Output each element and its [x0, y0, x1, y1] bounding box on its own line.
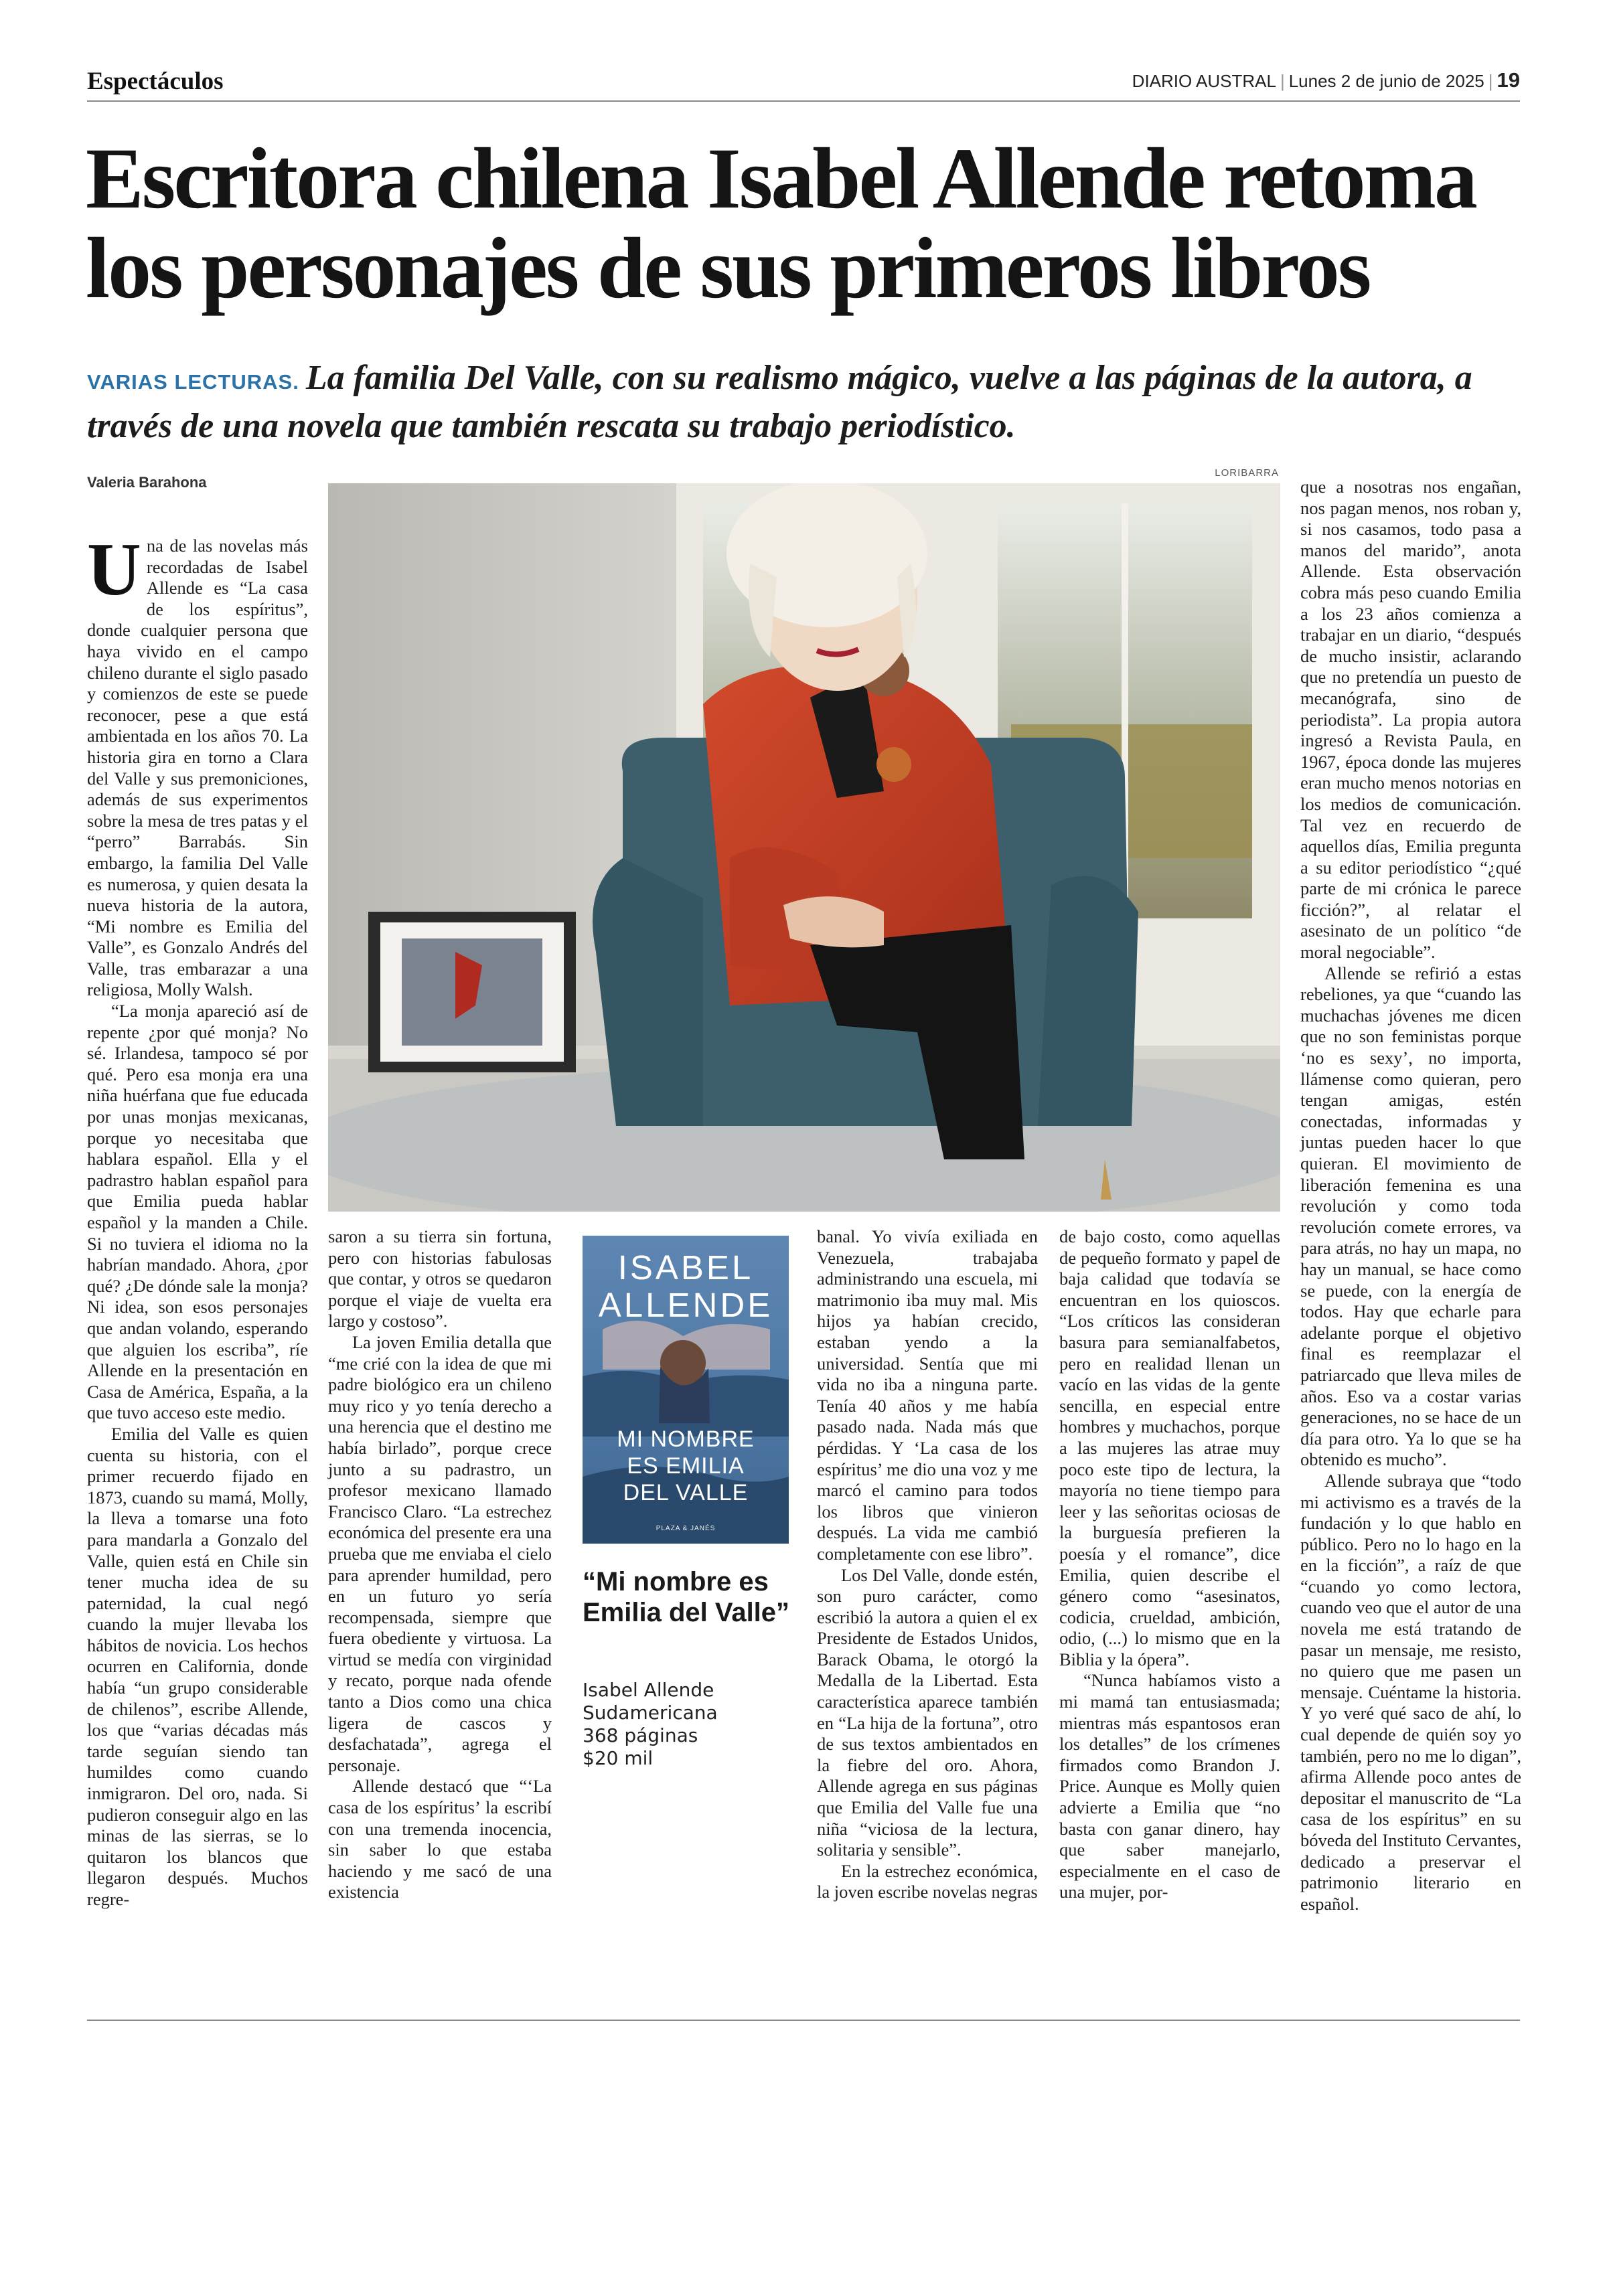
- book-pages: 368 páginas: [583, 1724, 698, 1746]
- paragraph: La joven Emilia detalla que “me crié con la idea de que mi padre biológico era un chileno muy rico y yo tenía derecho a una herencia que el destino me había birlado”, porque crece junto a su padrastro, un profesor mexicano llamado Francisco Claro. “La estrechez económica del presente era una prueba que me enviaba el cielo para aprender humildad, pero en un futuro yo sería recompensada, siempre que fuera obediente y virtuosa. La virtud se medía con virginidad y recato, porque nada ofende tanto a Dios como una chica ligera de cascos y desfachatada”, agrega el personaje.: [328, 1331, 552, 1775]
- section-name: Espectáculos: [87, 68, 224, 95]
- cover-title-line: ES EMILIA: [627, 1453, 745, 1479]
- article-column-3: [817, 1226, 1038, 1903]
- page-number: 19: [1497, 68, 1520, 92]
- paragraph: de bajo costo, como aquellas de pequeño formato y papel de baja calidad que todavía se encuentran en los quioscos. “Los críticos las consideran basura para semianalfabetos, pero en realidad llenan un vacío en las vidas de la gente sencilla, en especial entre hombres y muchachos, porque a las mujeres las atrae muy poco este tipo de lectura, la mayoría no tiene tiempo para leer y las señoritas ociosas de la burguesía prefieren la poesía y el romance”, dice Emilia, quien describe el género como “asesinatos, codicia, crueldad, ambición, odio, (...) lo mismo que en la Biblia y la ópera”.: [1059, 1226, 1280, 1669]
- article-column-1: [87, 528, 308, 1910]
- article-column-2: [328, 1226, 552, 1903]
- paragraph: Allende subraya que “todo mi activismo es a través de la fundación y lo que hablo en público. Pero no lo hago en la en la ficción”, a raíz de que “cuando yo como lectora, cuando veo que el autor de una novela me está tratando de pasar un mensaje, me resisto, no quiero que me pasen un mensaje. Cuéntame la historia. Y yo veré qué saco de ahí, lo cual depende de quién soy yo también, pero no me lo digan”, afirma Allende poco antes de depositar el manuscrito de “La casa de los espíritus” en su bóveda del Instituto Cervantes, dedicado a preservar el patrimonio literario en español.: [1300, 1470, 1521, 1914]
- deck-text: La familia Del Valle, con su realismo mágico, vuelve a las páginas de la autora, a través de una novela que también rescata su trabajo periodístico.: [87, 359, 1472, 445]
- byline: Valeria Barahona: [87, 474, 207, 491]
- paragraph: Allende se refirió a estas rebeliones, ya que “cuando las muchachas jóvenes me dicen que no son feministas porque ‘no es sexy’, no importa, llámense como quieran, pero tengan amigas, estén conectadas, informadas y juntas pueden hacer lo que quieran. El movimiento de liberación femenina es una revolución y como toda revolución comete errores, va para atrás, no hay un mapa, no hay un manual, se hace como se puede, con la energía de todos. Hay que echarle para adelante porque el objetivo final es reemplazar el patriarcado que lleva miles de años. Eso va a costar varias generaciones, no se hace de un día para otro. Ya lo que se ha obtenido es mucho”.: [1300, 963, 1521, 1470]
- paragraph: “Nunca habíamos visto a mi mamá tan entusiasmada; mientras más espantosos eran los detalles” de los crímenes firmados como Brandon J. Price. Aunque es Molly quien advierte a Emilia que “no basta con ganar dinero, hay que saber manejarlo, especialmente en el caso de una mujer, por-: [1059, 1670, 1280, 1902]
- newspaper-name: DIARIO AUSTRAL: [1132, 71, 1276, 91]
- paragraph: [87, 528, 308, 1001]
- issue-date: Lunes 2 de junio de 2025: [1288, 71, 1484, 91]
- cover-title-line: DEL VALLE: [623, 1480, 749, 1505]
- cover-publisher-logo: PLAZA & JANÉS: [656, 1525, 716, 1532]
- paragraph-text: na de las novelas más recordadas de Isabel Allende es “La casa de los espíritus”, donde cualquier persona que haya vivido en el campo chileno durante el siglo pasado y comienzos de este se puede reconocer, pese a que está ambientada en los años 70. La historia gira en torno a Clara del Valle y sus premoniciones, además de sus experimentos sobre la mesa de tres patas y el “perro” Barrabás. Sin embargo, la familia Del Valle es numerosa, y quien desata la nueva historia de la autora, “Mi nombre es Emilia del Valle”, es Gonzalo Andrés del Valle, tras embarazar a una religiosa, Molly Walsh.: [87, 536, 308, 1000]
- book-cover-image: [583, 1236, 789, 1544]
- deck: [87, 356, 1513, 448]
- book-publisher: Sudamericana: [583, 1702, 718, 1724]
- header-divider: [87, 100, 1520, 102]
- headline-line-1: Escritora chilena Isabel Allende retoma: [86, 131, 1476, 227]
- cover-author: [583, 1249, 789, 1324]
- page-header: [87, 67, 1520, 96]
- article-column-5: [1300, 477, 1521, 1914]
- paragraph: “La monja apareció así de repente ¿por qué monja? No sé. Irlandesa, tampoco sé por qué. Pero esa monja era una niña huérfana que fue educada por unas monjas mexicanas, porque yo necesitaba que hablara español. Ella y el padrastro hablan español para que Emilia pueda hablar español y la manden a Chile. Si no tuviera el idioma no la habrían mandado. Ahora, ¿por qué? ¿De dónde sale la monja? Ni idea, son esos personajes que andan volando, esperando que alguien los escriba”, ríe Allende en la presentación en Casa de América, España, a la que tuvo acceso este medio.: [87, 1001, 308, 1423]
- paragraph: En la estrechez económica, la joven escribe novelas negras: [817, 1860, 1038, 1902]
- paragraph: que a nosotras nos engañan, nos pagan menos, nos roban y, si nos casamos, todo pasa a manos del marido”, anota Allende. Esta observación cobra más peso cuando Emilia a los 23 años comienza a trabajar en un diario, “después de mucho insistir, aclarando que no pretendía un puesto de mecanógrafa, sino de periodista”. La propia autora ingresó a Revista Paula, en 1967, época donde las mujeres eran mucho menos notorias en los medios de comunicación. Tal vez en recuerdo de aquellos días, Emilia pregunta a su editor periodístico “¿qué parte de mi crónica le parece ficción?”, al relatar el asesinato de un político “de moral negociable”.: [1300, 477, 1521, 963]
- book-author: Isabel Allende: [583, 1679, 714, 1701]
- cover-book-title: [583, 1426, 789, 1506]
- author-portrait-photo: [328, 483, 1280, 1212]
- paragraph: Allende destacó que “‘La casa de los espíritus’ la escribí con una tremenda inocencia, sin saber lo que estaba haciendo y me sacó de una existencia: [328, 1776, 552, 1902]
- paragraph: Los Del Valle, donde estén, son puro carácter, como escribió la autora a quien el ex Presidente de Estados Unidos, Barack Obama, le otorgó la Medalla de la Libertad. Esta característica aparece también en “La hija de la fortuna”, otro de sus textos ambientados en la fiebre del oro. Ahora, Allende agrega en sus páginas que Emilia del Valle fue una niña “viciosa de la lectura, solitaria y sensible”.: [817, 1564, 1038, 1860]
- article-column-4: [1059, 1226, 1280, 1903]
- paragraph: saron a su tierra sin fortuna, pero con historias fabulosas que contar, y otros se quedaron porque el viaje de vuelta era largo y costoso”.: [328, 1226, 552, 1331]
- paragraph: Emilia del Valle es quien cuenta su historia, con el primer recuerdo fijado en 1873, cuando su mamá, Molly, la lleva a tomarse una foto para mandarla a Gonzalo del Valle, quien está en Chile sin tener mucha idea de su paternidad, la cual negó cuando la mujer llevaba los hábitos de novicia. Los hechos ocurren en California, donde había “un grupo considerable de chilenos”, escribe Allende, los que “varias décadas más tarde seguían siendo tan humildes como cuando inmigraron. Del oro, nada. Si pudieron conseguir algo en las minas de las sierras, se lo quitaron los blancos que llegaron después. Muchos regre-: [87, 1423, 308, 1909]
- cover-author-line: ISABEL: [617, 1248, 754, 1287]
- headline: [86, 131, 1525, 317]
- portrait-illustration: [328, 483, 1280, 1212]
- book-info-details: [583, 1679, 797, 1770]
- footer-divider: [87, 2020, 1520, 2021]
- headline-line-2: los personajes de sus primeros libros: [86, 220, 1370, 317]
- book-info-title: “Mi nombre es Emilia del Valle”: [583, 1567, 790, 1627]
- paragraph: banal. Yo vivía exiliada en Venezuela, trabajaba administrando una escuela, mi matrimonio iba muy mal. Mis hijos ya habían crecido, estaban yendo a la universidad. Sentía que mi vida no iba a ninguna parte. Tenía 40 años y me había pasado nada. Nada más que pérdidas. Y ‘La casa de los espíritus’ me dio una voz y me marcó el camino para todos los libros que vinieron después. La vida me cambió completamente con ese libro”.: [817, 1226, 1038, 1564]
- drop-cap: U: [87, 528, 141, 611]
- cover-author-line: ALLENDE: [598, 1286, 773, 1324]
- kicker: VARIAS LECTURAS.: [87, 370, 299, 394]
- book-price: $20 mil: [583, 1747, 654, 1769]
- folio: DIARIO AUSTRAL | Lunes 2 de junio de 2025 | 19: [1132, 68, 1520, 92]
- cover-title-line: MI NOMBRE: [617, 1426, 755, 1452]
- photo-credit: LORIBARRA: [1215, 467, 1279, 479]
